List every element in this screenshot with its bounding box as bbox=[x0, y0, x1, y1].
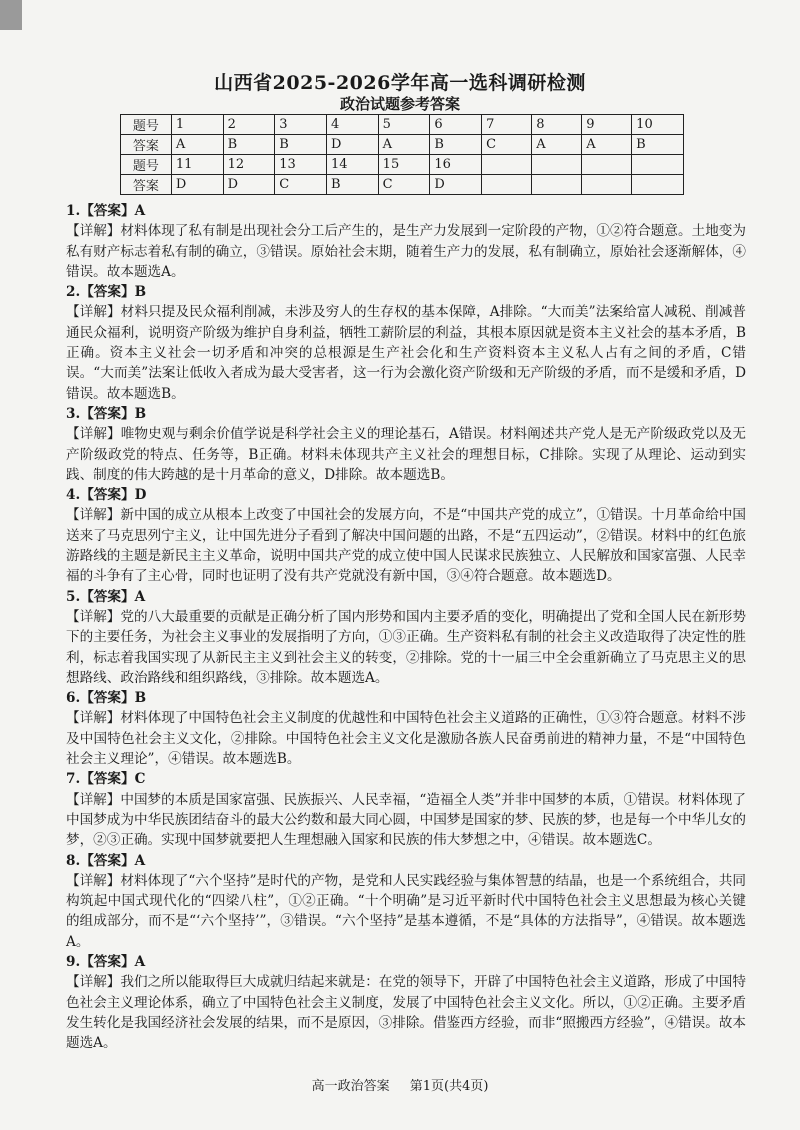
question-explanation bbox=[66, 404, 746, 485]
answer-table-cell: 1 bbox=[171, 115, 223, 135]
question-number: 9. bbox=[66, 953, 81, 970]
question-explanation bbox=[66, 282, 746, 404]
answer-detail: 【详解】我们之所以能取得巨大成就归结起来就是：在党的领导下，开辟了中国特色社会主义道路，形成了中国特色社会主义理论体系，确立了中国特色社会主义制度，发展了中国特色社会主义文化。所以，①②正确。主要矛盾发生转化是我国经济社会发展的结果，而不是原因，③排除。借鉴西方经验，而非“照搬西方经验”，④错误。故本题选A。 bbox=[66, 974, 746, 1052]
answer-value: A bbox=[134, 588, 146, 605]
answer-table-cell: 3 bbox=[275, 115, 327, 135]
answer-value: A bbox=[134, 203, 146, 219]
answer-table-cell bbox=[482, 175, 532, 195]
answer-table-cell: C bbox=[378, 175, 430, 195]
answer-line bbox=[66, 485, 746, 505]
answer-table-row-header: 题号 bbox=[121, 115, 172, 135]
question-explanation bbox=[66, 201, 746, 282]
answer-table-cell bbox=[582, 175, 632, 195]
question-explanation bbox=[66, 688, 746, 769]
answer-table-cell: 13 bbox=[275, 155, 327, 175]
answer-detail: 【详解】中国梦的本质是国家富强、民族振兴、人民幸福，“造福全人类”并非中国梦的本质，①错误。材料体现了中国梦成为中华民族团结奋斗的最大公约数和最大同心圆，中国梦是国家的梦、民族的梦，也是每一个中华儿女的梦，②③正确。实现中国梦就要把人生理想融入国家和民族的伟大梦想之中，④错误。故本题选C。 bbox=[66, 791, 746, 849]
answer-table-row-header: 题号 bbox=[121, 155, 172, 175]
answer-table-cell: 2 bbox=[223, 115, 275, 135]
page-title: 山西省2025-2026学年高一选科调研检测 bbox=[214, 72, 586, 94]
answer-label: 【答案】 bbox=[80, 771, 135, 788]
answer-table-cell: B bbox=[430, 135, 482, 155]
answer-detail: 【详解】材料体现了“六个坚持”是时代的产物，是党和人民实践经验与集体智慧的结晶，也是一个系统组合，共同构筑起中国式现代化的“四梁八柱”，①②正确。“十个明确”是习近平新时代中国特色社会主义思想最为核心关键的组成部分，而不是“‘六个坚持’”，③错误。“六个坚持”是基本遵循，不是“具体的方法指导”，④错误。故本题选A。 bbox=[66, 872, 746, 950]
answer-explanations bbox=[66, 201, 746, 1053]
answer-table-cell: 6 bbox=[430, 115, 482, 135]
answer-line bbox=[66, 952, 746, 972]
question-explanation bbox=[66, 769, 746, 850]
answer-label: 【答案】 bbox=[80, 953, 135, 970]
question-number: 7. bbox=[66, 771, 81, 788]
answer-label: 【答案】 bbox=[80, 203, 135, 219]
answer-line bbox=[66, 587, 746, 607]
answer-table-cell: D bbox=[171, 175, 223, 195]
answer-value: B bbox=[134, 284, 147, 301]
answer-table-cell: 8 bbox=[532, 115, 582, 135]
answer-label: 【答案】 bbox=[80, 284, 135, 301]
answer-key-table bbox=[120, 114, 684, 195]
answer-table-row bbox=[121, 155, 684, 175]
answer-label: 【答案】 bbox=[80, 690, 135, 707]
answer-table-cell bbox=[632, 155, 684, 175]
answer-table-cell: 9 bbox=[582, 115, 632, 135]
answer-table-cell: 12 bbox=[223, 155, 275, 175]
answer-table-cell: A bbox=[532, 135, 582, 155]
answer-table-cell: A bbox=[582, 135, 632, 155]
answer-line bbox=[66, 404, 746, 424]
scan-corner-mark bbox=[0, 0, 22, 30]
question-explanation bbox=[66, 485, 746, 586]
answer-table-cell: 16 bbox=[430, 155, 482, 175]
answer-detail: 【详解】新中国的成立从根本上改变了中国社会的发展方向，不是“中国共产党的成立”，①错误。十月革命给中国送来了马克思列宁主义，让中国先进分子看到了解决中国问题的出路，不是“五四运动”，②错误。材料中的红色旅游路线的主题是新民主主义革命，说明中国共产党的成立使中国人民谋求民族独立、人民解放和国家富强、人民幸福的斗争有了主心骨，同时也证明了没有共产党就没有新中国，③④符合题意。故本题选D。 bbox=[66, 507, 746, 585]
answer-detail: 【详解】党的八大最重要的贡献是正确分析了国内形势和国内主要矛盾的变化，明确提出了党和全国人民在新形势下的主要任务，为社会主义事业的发展指明了方向，①③正确。生产资料私有制的社会主义改造取得了决定性的胜利，标志着我国实现了从新民主主义到社会主义的转变，②排除。党的十一届三中全会重新确立了马克思主义的思想路线、政治路线和组织路线，③排除。故本题选A。 bbox=[66, 608, 746, 686]
answer-table-cell: A bbox=[378, 135, 430, 155]
answer-table-cell: 7 bbox=[482, 115, 532, 135]
footer-subject: 高一政治答案 bbox=[311, 1079, 390, 1094]
answer-line bbox=[66, 851, 746, 871]
answer-table-row bbox=[121, 115, 684, 135]
answer-table-cell: B bbox=[632, 135, 684, 155]
answer-table-cell: B bbox=[223, 135, 275, 155]
answer-table-cell bbox=[532, 155, 582, 175]
answer-table-row-header: 答案 bbox=[121, 175, 172, 195]
answer-value: C bbox=[134, 771, 146, 788]
answer-label: 【答案】 bbox=[80, 487, 135, 504]
answer-table-row bbox=[121, 175, 684, 195]
answer-table-row bbox=[121, 135, 684, 155]
answer-table-cell: A bbox=[171, 135, 223, 155]
answer-table-cell: 11 bbox=[171, 155, 223, 175]
answer-table-cell: C bbox=[275, 175, 327, 195]
answer-detail: 【详解】唯物史观与剩余价值学说是科学社会主义的理论基石，A错误。材料阐述共产党人是无产阶级政党以及无产阶级政党的特点、任务等，B正确。材料未体现共产主义社会的理想目标，C排除。实现了从理论、运动到实践、制度的伟大跨越的是十月革命的意义，D排除。故本题选B。 bbox=[66, 426, 746, 483]
answer-label: 【答案】 bbox=[80, 852, 135, 869]
answer-value: B bbox=[134, 690, 147, 707]
page-footer bbox=[0, 1075, 800, 1094]
answer-table-cell: B bbox=[275, 135, 327, 155]
answer-label: 【答案】 bbox=[80, 588, 135, 605]
answer-table-cell: 4 bbox=[326, 115, 378, 135]
answer-label: 【答案】 bbox=[80, 405, 135, 422]
answer-table-cell: B bbox=[326, 175, 378, 195]
answer-table-cell bbox=[482, 155, 532, 175]
question-explanation bbox=[66, 587, 746, 688]
answer-table-cell: D bbox=[223, 175, 275, 195]
answer-table-cell: 5 bbox=[378, 115, 430, 135]
question-number: 8. bbox=[66, 852, 81, 869]
answer-detail: 【详解】材料体现了中国特色社会主义制度的优越性和中国特色社会主义道路的正确性，①③符合题意。材料不涉及中国特色社会主义文化，②排除。中国特色社会主义文化是激励各族人民奋勇前进的精神力量，不是“中国特色社会主义理论”，④错误。故本题选B。 bbox=[66, 710, 746, 768]
answer-value: D bbox=[134, 487, 147, 504]
answer-detail: 【详解】材料只提及民众福利削减，未涉及穷人的生存权的基本保障，A排除。“大而美”法案给富人减税、削减普通民众福利，说明资产阶级为维护自身利益，牺牲工薪阶层的利益，其根本原因就是资本主义社会的基本矛盾，B正确。资本主义社会一切矛盾和冲突的总根源是生产社会化和生产资料资本主义私人占有之间的矛盾，C错误。“大而美”法案让低收入者成为最大受害者，这一行为会激化资产阶级和无产阶级的矛盾，而不是缓和矛盾，D错误。故本题选B。 bbox=[66, 304, 746, 402]
answer-table-cell: D bbox=[326, 135, 378, 155]
answer-table-cell: 14 bbox=[326, 155, 378, 175]
footer-page-number: 第1页(共4页) bbox=[409, 1079, 489, 1094]
answer-table-cell: D bbox=[430, 175, 482, 195]
page-subtitle: 政治试题参考答案 bbox=[339, 95, 460, 113]
answer-line bbox=[66, 201, 746, 221]
answer-line bbox=[66, 769, 746, 789]
answer-line bbox=[66, 688, 746, 708]
question-number: 1. bbox=[66, 203, 81, 219]
answer-table-cell bbox=[632, 175, 684, 195]
question-number: 3. bbox=[66, 405, 81, 422]
question-number: 2. bbox=[66, 284, 81, 301]
question-number: 4. bbox=[66, 487, 81, 504]
answer-table-cell bbox=[582, 155, 632, 175]
answer-value: A bbox=[134, 953, 146, 970]
question-explanation bbox=[66, 952, 746, 1053]
answer-value: B bbox=[134, 405, 147, 422]
answer-table-cell: 15 bbox=[378, 155, 430, 175]
question-number: 5. bbox=[66, 588, 81, 605]
answer-line bbox=[66, 282, 746, 302]
answer-detail: 【详解】材料体现了私有制是出现社会分工后产生的，是生产力发展到一定阶段的产物，①②符合题意。土地变为私有财产标志着私有制的确立，③错误。原始社会末期，随着生产力的发展，私有制确立，原始社会逐渐解体，④错误。故本题选A。 bbox=[66, 223, 746, 280]
answer-table-row-header: 答案 bbox=[121, 135, 172, 155]
answer-table-cell: 10 bbox=[632, 115, 684, 135]
answer-table-cell bbox=[532, 175, 582, 195]
answer-value: A bbox=[134, 852, 146, 869]
question-number: 6. bbox=[66, 690, 81, 707]
question-explanation bbox=[66, 851, 746, 952]
answer-table-cell: C bbox=[482, 135, 532, 155]
